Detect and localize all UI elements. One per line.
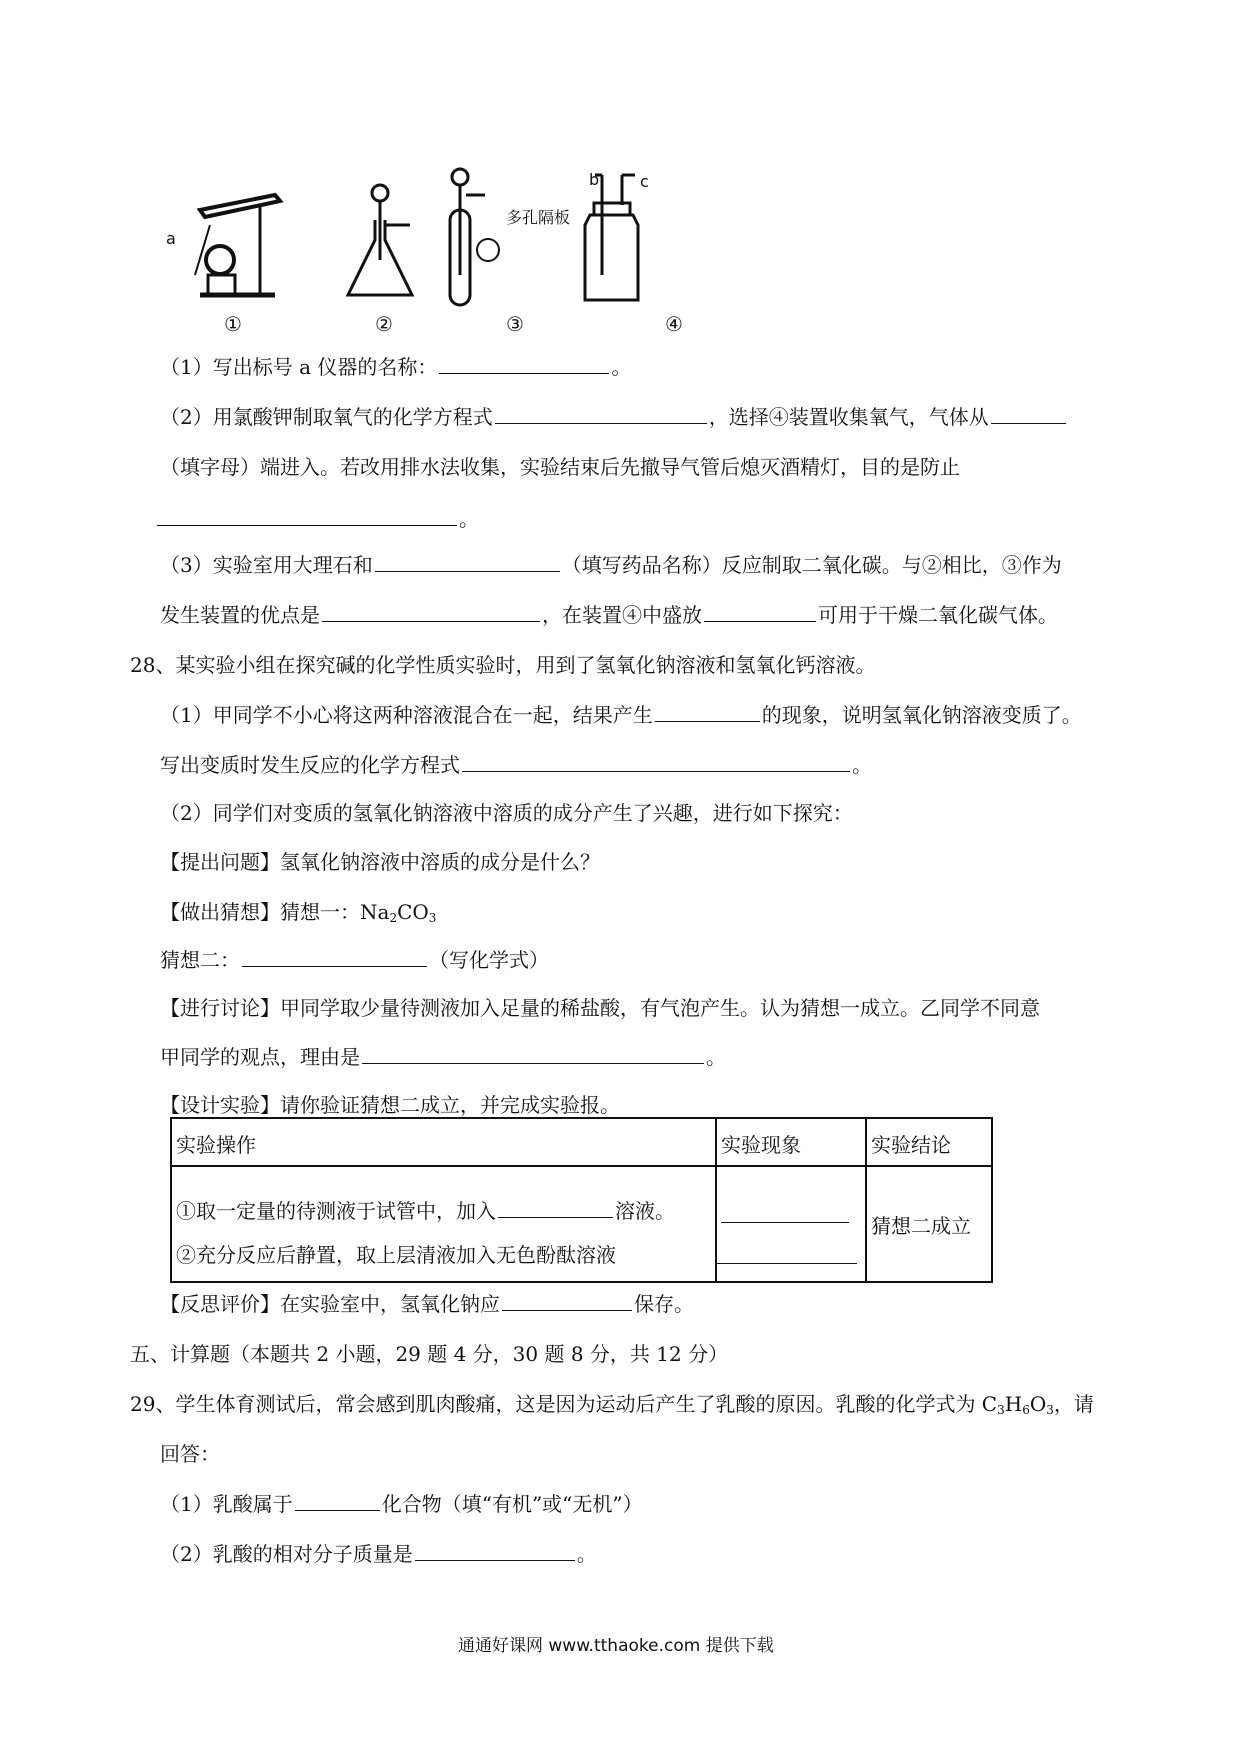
apparatus-number-1: ①	[224, 312, 242, 336]
answer-blank[interactable]	[502, 1290, 632, 1311]
q28-ask: 【提出问题】氢氧化钠溶液中溶质的成分是什么？	[160, 850, 600, 874]
header-operation: 实验操作	[171, 1118, 716, 1166]
apparatus-number-2: ②	[375, 312, 393, 336]
q29-part2: （2）乳酸的相对分子质量是 。	[160, 1542, 597, 1566]
q29-intro: 29、学生体育测试后，常会感到肌肉酸痛，这是因为运动后产生了乳酸的原因。乳酸的化学式为 $C_3H_6O_3$，请	[130, 1392, 1094, 1417]
phenomenon-cell	[716, 1166, 866, 1282]
q28-part2: （2）同学们对变质的氢氧化钠溶液中溶质的成分产生了兴趣，进行如下探究：	[160, 801, 853, 825]
q27-part1: （1）写出标号 a 仪器的名称： 。	[160, 355, 632, 379]
label-c: c	[640, 172, 649, 191]
answer-blank[interactable]	[704, 601, 816, 622]
q28-reflect: 【反思评价】在实验室中，氢氧化钠应 保存。	[160, 1292, 694, 1316]
experiment-table	[170, 1117, 993, 1283]
q29-answer-prompt: 回答：	[160, 1442, 220, 1466]
answer-blank[interactable]	[721, 1202, 849, 1223]
answer-blank[interactable]	[462, 751, 850, 772]
answer-blank[interactable]	[242, 946, 427, 967]
plate-label: 多孔隔板	[506, 208, 571, 227]
q27-part3-line1: （3）实验室用大理石和 （填写药品名称）反应制取二氧化碳。与②相比，③作为	[160, 553, 1062, 577]
answer-blank[interactable]	[375, 551, 560, 572]
q28-discuss-line2: 甲同学的观点，理由是 。	[160, 1045, 726, 1069]
q28-guess2: 猜想二： （写化学式）	[160, 948, 549, 972]
table-header-row	[171, 1118, 992, 1166]
answer-blank[interactable]	[362, 1043, 704, 1064]
q29-part1: （1）乳酸属于 化合物（填“有机”或“无机”）	[160, 1492, 643, 1516]
table-row	[171, 1166, 992, 1282]
answer-blank[interactable]	[439, 353, 609, 374]
q28-design: 【设计实验】请你验证猜想二成立，并完成实验报。	[160, 1093, 620, 1117]
apparatus-number-4: ④	[665, 312, 683, 336]
answer-blank[interactable]	[498, 1197, 613, 1218]
header-phenomenon: 实验现象	[716, 1118, 866, 1166]
q28-intro: 28、某实验小组在探究碱的化学性质实验时，用到了氢氧化钠溶液和氢氧化钙溶液。	[130, 653, 876, 677]
operation-cell	[171, 1166, 716, 1282]
answer-blank[interactable]	[322, 601, 540, 622]
conclusion-cell: 猜想二成立	[866, 1166, 992, 1282]
apparatus-number-3: ③	[506, 312, 524, 336]
answer-blank[interactable]	[157, 505, 457, 526]
operation-step-1: ①取一定量的待测液于试管中，加入 溶液。	[176, 1199, 675, 1223]
operation-step-2: ②充分反应后静置，取上层清液加入无色酚酞溶液	[176, 1243, 616, 1267]
header-conclusion: 实验结论	[866, 1118, 992, 1166]
q28-part1-line1: （1）甲同学不小心将这两种溶液混合在一起，结果产生 的现象，说明氢氧化钠溶液变质了。	[160, 703, 1082, 727]
q28-discuss-line1: 【进行讨论】甲同学取少量待测液加入足量的稀盐酸，有气泡产生。认为猜想一成立。乙同学不同意	[160, 996, 1040, 1020]
answer-blank[interactable]	[991, 403, 1066, 424]
answer-blank[interactable]	[717, 1243, 857, 1264]
q27-part2-line1: （2）用氯酸钾制取氧气的化学方程式 ，选择④装置收集氧气，气体从	[160, 403, 1068, 431]
answer-blank[interactable]	[655, 701, 760, 722]
q27-part2-line2: （填字母）端进入。若改用排水法收集，实验结束后先撤导气管后熄灭酒精灯，目的是防止	[160, 455, 960, 479]
answer-blank[interactable]	[495, 403, 707, 424]
label-b: b	[589, 170, 600, 189]
q28-part1-line2: 写出变质时发生反应的化学方程式 。	[160, 753, 872, 777]
answer-blank[interactable]	[415, 1540, 575, 1561]
q28-guess1: 【做出猜想】猜想一：$Na_2CO_3$	[160, 900, 437, 925]
answer-blank[interactable]	[295, 1490, 380, 1511]
page-footer: 通通好课网 www.tthaoke.com 提供下载	[458, 1636, 774, 1656]
q27-part3-line2: 发生装置的优点是 ，在装置④中盛放 可用于干燥二氧化碳气体。	[160, 603, 1058, 627]
label-a: a	[166, 229, 176, 248]
section-5-heading: 五、计算题（本题共 2 小题，29 题 4 分，30 题 8 分，共 12 分）	[130, 1342, 729, 1366]
q27-part2-line3: 。	[155, 505, 479, 533]
